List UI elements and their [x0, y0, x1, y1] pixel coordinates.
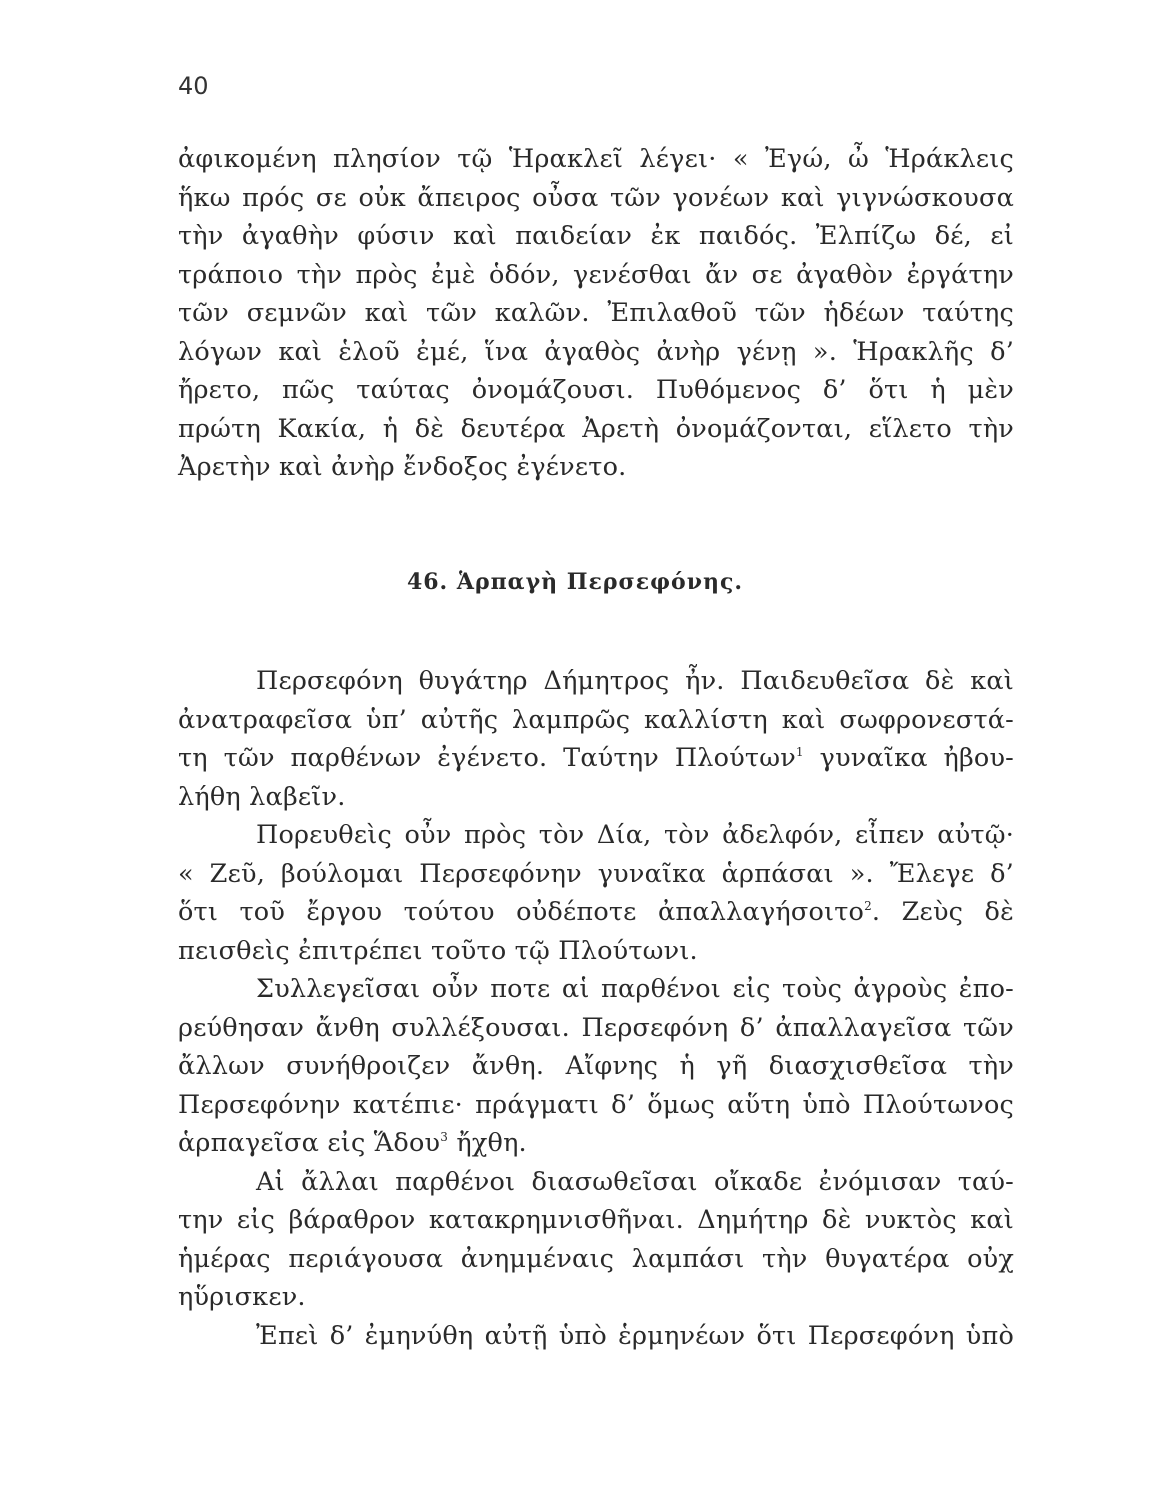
text-line: Ἐπεὶ δ’ ἐμηνύθη αὐτῇ ὑπὸ ἑρμηνέων ὅτι Περσεφόνη ὑπὸ	[256, 1320, 1014, 1351]
footnote-marker: 3	[440, 1130, 449, 1144]
text-line: Ἀρετὴν καὶ ἀνὴρ ἔνδοξος ἐγένετο.	[178, 452, 627, 482]
text-line	[178, 1124, 1014, 1163]
text-line: ἄλλων συνήθροιζεν ἄνθη. Αἴφνης ἡ γῆ διασχισθεῖσα τὴν	[178, 1051, 1014, 1081]
text-line: ἀφικομένη πλησίον τῷ Ἡρακλεῖ λέγει· « Ἐγώ, ὦ Ἡράκλεις	[178, 144, 1014, 174]
intro-paragraph	[178, 140, 1014, 487]
text-line: πεισθεὶς ἐπιτρέπει τοῦτο τῷ Πλούτωνι.	[178, 935, 698, 966]
text-line: τὴν ἀγαθὴν φύσιν καὶ παιδείαν ἐκ παιδός. Ἐλπίζω δέ, εἰ	[178, 221, 1014, 251]
text-line: ἡμέρας περιάγουσα ἀνημμέναις λαμπάσι τὴν θυγατέρα οὐχ	[178, 1243, 1014, 1274]
footnote-marker: 1	[795, 745, 804, 759]
text-segment: τη τῶν παρθένων ἐγένετο. Ταύτην Πλούτων	[178, 743, 796, 773]
text-segment: ἤχθη.	[448, 1128, 527, 1158]
text-line: λόγων καὶ ἑλοῦ ἐμέ, ἵνα ἀγαθὸς ἀνὴρ γένῃ ». Ἡρακλῆς δ’	[178, 336, 1014, 367]
text-segment: ἁρπαγεῖσα εἰς Ἅδου	[178, 1128, 441, 1158]
section-heading: 46. Ἁρπαγὴ Περσεφόνης.	[406, 569, 744, 595]
text-line: Πορευθεὶς οὖν πρὸς τὸν Δία, τὸν ἀδελφόν, εἶπεν αὐτῷ·	[256, 820, 1014, 850]
text-line: τῶν σεμνῶν καὶ τῶν καλῶν. Ἐπιλαθοῦ τῶν ἡδέων ταύτης	[178, 298, 1014, 328]
text-line: ἤρετο, πῶς ταύτας ὀνομάζουσι. Πυθόμενος δ’ ὅτι ἡ μὲν	[178, 375, 1014, 405]
text-line: ρεύθησαν ἄνθη συλλέξουσαι. Περσεφόνη δ’ ἀπαλλαγεῖσα τῶν	[178, 1012, 1014, 1043]
text-line	[178, 893, 1014, 932]
text-line	[178, 739, 1014, 778]
text-line: πρώτη Κακία, ἡ δὲ δευτέρα Ἀρετὴ ὀνομάζονται, εἵλετο τὴν	[178, 413, 1014, 444]
text-line: λήθη λαβεῖν.	[178, 781, 346, 812]
text-line: τράποιο τὴν πρὸς ἐμὲ ὁδόν, γενέσθαι ἄν σε ἀγαθὸν ἐργάτην	[178, 259, 1014, 290]
text-segment: . Ζεὺς δὲ	[871, 897, 1014, 927]
text-line: Περσεφόνην κατέπιε· πράγματι δ’ ὅμως αὕτη ὑπὸ Πλούτωνος	[178, 1089, 1014, 1120]
text-segment: γυναῖκα ἠβου-	[803, 743, 1014, 773]
page-number: 40	[178, 72, 209, 100]
text-line: Συλλεγεῖσαι οὖν ποτε αἱ παρθένοι εἰς τοὺς ἀγροὺς ἐπο-	[256, 974, 1014, 1004]
story-text	[178, 662, 1014, 1355]
text-segment: ὅτι τοῦ ἔργου τούτου οὐδέποτε ἀπαλλαγήσοιτο	[178, 897, 865, 927]
text-line: Αἱ ἄλλαι παρθένοι διασωθεῖσαι οἴκαδε ἐνόμισαν ταύ-	[256, 1166, 1014, 1197]
text-line: Περσεφόνη θυγάτηρ Δήμητρος ἦν. Παιδευθεῖσα δὲ καὶ	[256, 666, 1014, 696]
text-line: ἀνατραφεῖσα ὑπ’ αὐτῆς λαμπρῶς καλλίστη καὶ σωφρονεστά-	[178, 704, 1014, 735]
text-line: την εἰς βάραθρον κατακρημνισθῆναι. Δημήτηρ δὲ νυκτὸς καὶ	[178, 1205, 1014, 1235]
text-line: ηὕρισκεν.	[178, 1282, 306, 1312]
footnote-marker: 2	[864, 899, 872, 913]
text-line: « Ζεῦ, βούλομαι Περσεφόνην γυναῖκα ἁρπάσαι ». Ἔλεγε δ’	[178, 858, 1014, 889]
text-line: ἥκω πρός σε οὐκ ἄπειρος οὖσα τῶν γονέων καὶ γιγνώσκουσα	[178, 182, 1014, 213]
